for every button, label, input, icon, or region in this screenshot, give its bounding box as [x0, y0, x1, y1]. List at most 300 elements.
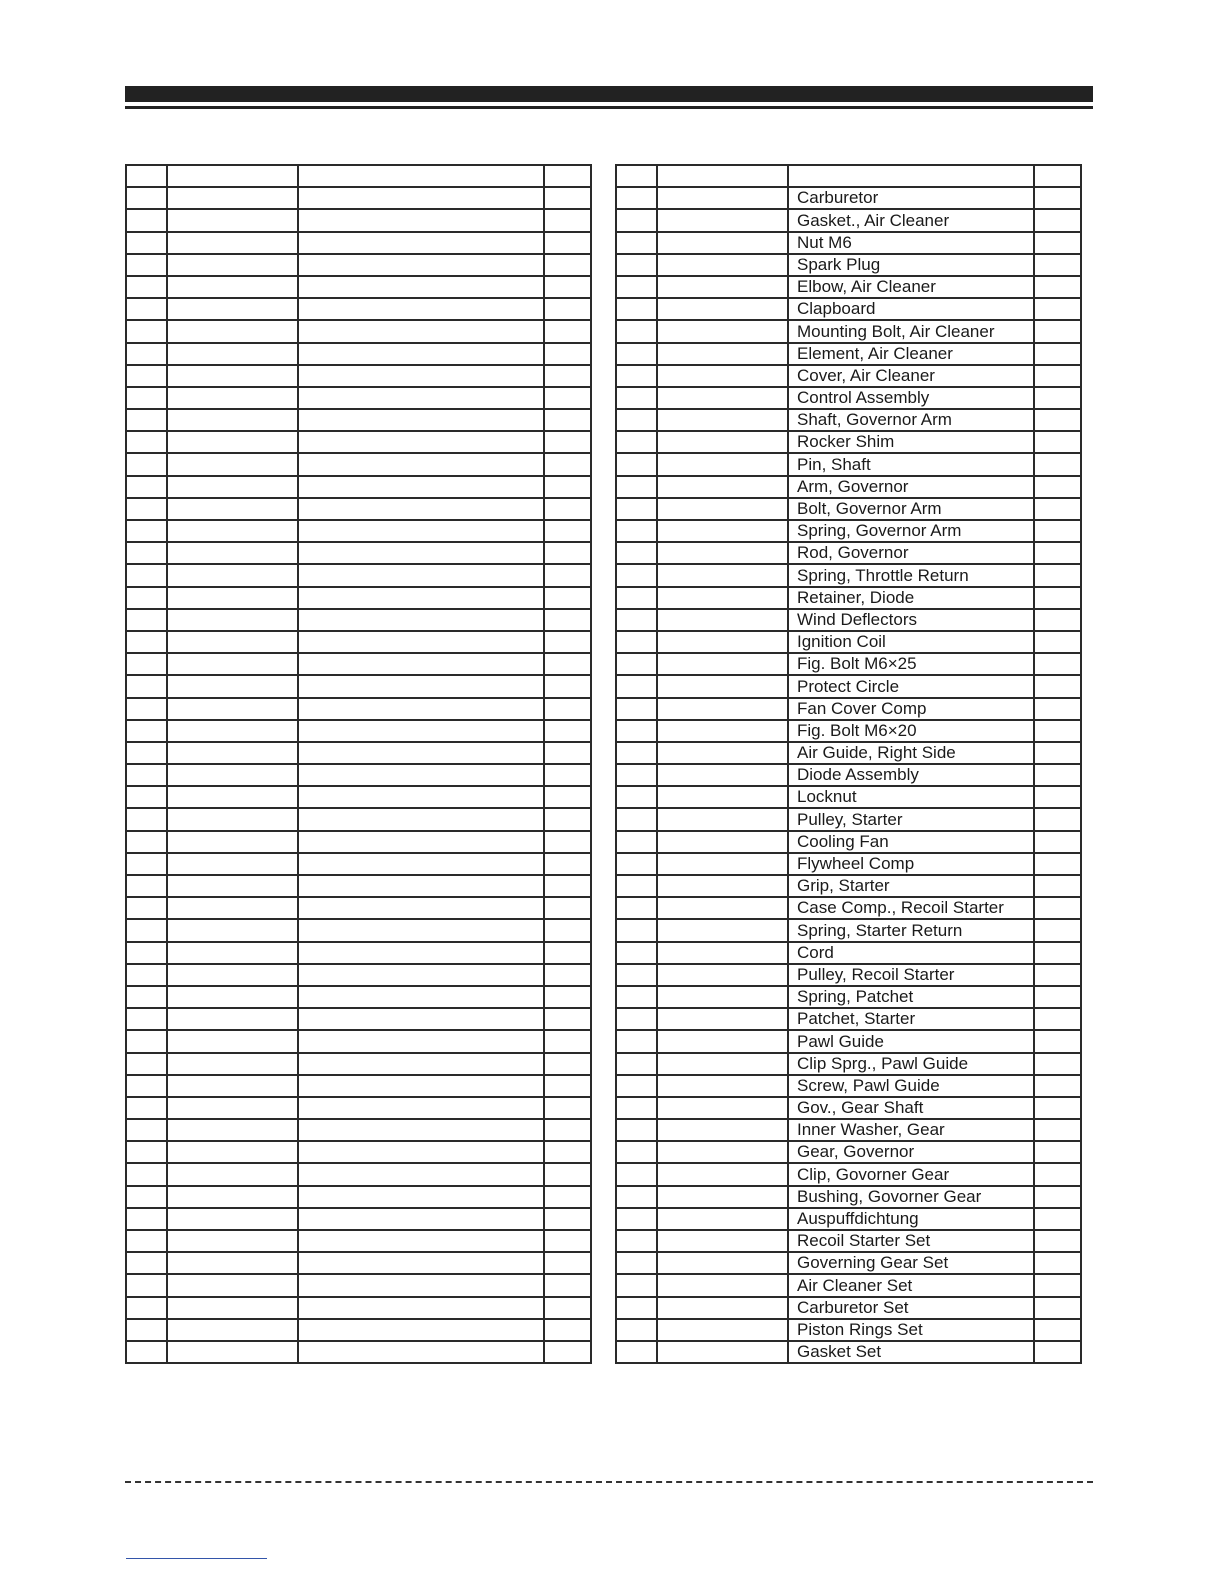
- part-number-cell: [657, 276, 788, 298]
- qty-cell: [1034, 986, 1081, 1008]
- description-cell: Cover, Air Cleaner: [788, 365, 1034, 387]
- no-cell: [126, 675, 167, 697]
- qty-cell: [544, 409, 591, 431]
- part-number-cell: [167, 631, 298, 653]
- description-cell: Recoil Starter Set: [788, 1230, 1034, 1252]
- no-cell: [126, 476, 167, 498]
- part-number-cell: [657, 1141, 788, 1163]
- no-cell: [126, 853, 167, 875]
- description-cell: Shaft, Governor Arm: [788, 409, 1034, 431]
- table-row: [616, 831, 1081, 853]
- qty-cell: [544, 387, 591, 409]
- qty-cell: [544, 1341, 591, 1363]
- part-number-cell: [167, 897, 298, 919]
- part-number-cell: [167, 520, 298, 542]
- qty-cell: [544, 276, 591, 298]
- qty-cell: [544, 919, 591, 941]
- description-cell: Arm, Governor: [788, 476, 1034, 498]
- no-cell: [616, 675, 657, 697]
- description-cell: Clip, Govorner Gear: [788, 1163, 1034, 1185]
- description-cell: [298, 942, 544, 964]
- part-number-cell: [657, 1319, 788, 1341]
- qty-cell: [1034, 1075, 1081, 1097]
- table-row: [616, 1186, 1081, 1208]
- qty-cell: [544, 1141, 591, 1163]
- qty-cell: [1034, 609, 1081, 631]
- qty-cell: [1034, 853, 1081, 875]
- table-row: [616, 853, 1081, 875]
- part-number-cell: [167, 964, 298, 986]
- description-cell: [298, 720, 544, 742]
- part-number-cell: [657, 1097, 788, 1119]
- description-cell: Auspuffdichtung: [788, 1208, 1034, 1230]
- qty-cell: [544, 1053, 591, 1075]
- qty-cell: [544, 875, 591, 897]
- table-row: [616, 254, 1081, 276]
- description-cell: [298, 764, 544, 786]
- no-cell: [616, 254, 657, 276]
- no-cell: [126, 720, 167, 742]
- part-number-cell: [657, 875, 788, 897]
- description-cell: Cooling Fan: [788, 831, 1034, 853]
- part-number-cell: [167, 808, 298, 830]
- no-cell: [616, 1208, 657, 1230]
- qty-cell: [544, 964, 591, 986]
- qty-cell: [1034, 1097, 1081, 1119]
- table-row: [126, 964, 591, 986]
- part-number-cell: [657, 919, 788, 941]
- description-cell: Piston Rings Set: [788, 1319, 1034, 1341]
- no-cell: [126, 520, 167, 542]
- qty-cell: [544, 675, 591, 697]
- part-number-cell: [167, 498, 298, 520]
- part-number-cell: [167, 165, 298, 187]
- no-cell: [616, 1141, 657, 1163]
- part-number-cell: [167, 698, 298, 720]
- description-cell: [298, 1053, 544, 1075]
- description-cell: Nut M6: [788, 232, 1034, 254]
- part-number-cell: [167, 209, 298, 231]
- table-row: [126, 542, 591, 564]
- part-number-cell: [167, 276, 298, 298]
- table-row: [616, 520, 1081, 542]
- description-cell: Patchet, Starter: [788, 1008, 1034, 1030]
- no-cell: [616, 1252, 657, 1274]
- no-cell: [126, 453, 167, 475]
- description-cell: Air Cleaner Set: [788, 1274, 1034, 1296]
- description-cell: Clip Sprg., Pawl Guide: [788, 1053, 1034, 1075]
- no-cell: [126, 209, 167, 231]
- table-row: [126, 564, 591, 586]
- part-number-cell: [167, 742, 298, 764]
- table-row: [126, 631, 591, 653]
- no-cell: [616, 742, 657, 764]
- part-number-cell: [657, 387, 788, 409]
- no-cell: [126, 1230, 167, 1252]
- no-cell: [616, 1097, 657, 1119]
- qty-cell: [544, 453, 591, 475]
- description-cell: [298, 1208, 544, 1230]
- qty-cell: [1034, 808, 1081, 830]
- description-cell: [298, 343, 544, 365]
- no-cell: [616, 897, 657, 919]
- description-cell: [298, 1319, 544, 1341]
- table-row: [616, 675, 1081, 697]
- part-number-cell: [167, 986, 298, 1008]
- no-cell: [616, 964, 657, 986]
- table-row: [126, 320, 591, 342]
- no-cell: [616, 653, 657, 675]
- table-row: [616, 232, 1081, 254]
- qty-cell: [1034, 831, 1081, 853]
- part-number-cell: [657, 964, 788, 986]
- table-row: [126, 343, 591, 365]
- no-cell: [126, 609, 167, 631]
- part-number-cell: [167, 1297, 298, 1319]
- part-number-cell: [167, 853, 298, 875]
- table-row: [126, 387, 591, 409]
- part-number-cell: [657, 343, 788, 365]
- no-cell: [616, 520, 657, 542]
- description-cell: Carburetor: [788, 187, 1034, 209]
- description-cell: [788, 165, 1034, 187]
- table-row: [126, 853, 591, 875]
- description-cell: [298, 964, 544, 986]
- no-cell: [126, 365, 167, 387]
- header-rule-thin: [125, 106, 1093, 109]
- table-row: [126, 498, 591, 520]
- part-number-cell: [167, 1252, 298, 1274]
- description-cell: Carburetor Set: [788, 1297, 1034, 1319]
- description-cell: Bolt, Governor Arm: [788, 498, 1034, 520]
- no-cell: [126, 431, 167, 453]
- no-cell: [126, 897, 167, 919]
- part-number-cell: [657, 209, 788, 231]
- part-number-cell: [657, 498, 788, 520]
- table-row: [616, 919, 1081, 941]
- no-cell: [126, 698, 167, 720]
- qty-cell: [544, 254, 591, 276]
- no-cell: [616, 1230, 657, 1252]
- description-cell: [298, 298, 544, 320]
- no-cell: [126, 1319, 167, 1341]
- description-cell: Inner Washer, Gear: [788, 1119, 1034, 1141]
- no-cell: [126, 831, 167, 853]
- part-number-cell: [167, 1097, 298, 1119]
- qty-cell: [1034, 187, 1081, 209]
- qty-cell: [1034, 631, 1081, 653]
- part-number-cell: [167, 720, 298, 742]
- table-row: [616, 476, 1081, 498]
- table-row: [616, 276, 1081, 298]
- description-cell: [298, 587, 544, 609]
- part-number-cell: [167, 1208, 298, 1230]
- table-row: [126, 453, 591, 475]
- no-cell: [126, 1252, 167, 1274]
- qty-cell: [1034, 1186, 1081, 1208]
- no-cell: [126, 919, 167, 941]
- description-cell: [298, 1030, 544, 1052]
- no-cell: [126, 1053, 167, 1075]
- table-row: [616, 587, 1081, 609]
- qty-cell: [1034, 365, 1081, 387]
- description-cell: [298, 542, 544, 564]
- part-number-cell: [657, 587, 788, 609]
- qty-cell: [544, 698, 591, 720]
- description-cell: Flywheel Comp: [788, 853, 1034, 875]
- table-row: [126, 276, 591, 298]
- no-cell: [616, 1186, 657, 1208]
- description-cell: [298, 365, 544, 387]
- description-cell: Bushing, Govorner Gear: [788, 1186, 1034, 1208]
- table-row: [616, 1341, 1081, 1363]
- description-cell: [298, 653, 544, 675]
- table-row: [616, 1119, 1081, 1141]
- table-row: [126, 986, 591, 1008]
- table-row: [126, 942, 591, 964]
- description-cell: Rod, Governor: [788, 542, 1034, 564]
- table-row: [126, 187, 591, 209]
- no-cell: [126, 498, 167, 520]
- qty-cell: [544, 631, 591, 653]
- qty-cell: [1034, 343, 1081, 365]
- table-row: [616, 498, 1081, 520]
- part-number-cell: [167, 831, 298, 853]
- description-cell: Elbow, Air Cleaner: [788, 276, 1034, 298]
- no-cell: [616, 853, 657, 875]
- description-cell: [298, 387, 544, 409]
- no-cell: [126, 1341, 167, 1363]
- no-cell: [616, 631, 657, 653]
- qty-cell: [1034, 320, 1081, 342]
- table-row: [616, 1141, 1081, 1163]
- qty-cell: [544, 320, 591, 342]
- part-number-cell: [167, 453, 298, 475]
- no-cell: [616, 720, 657, 742]
- table-row: [126, 254, 591, 276]
- description-cell: Locknut: [788, 786, 1034, 808]
- qty-cell: [1034, 254, 1081, 276]
- description-cell: [298, 897, 544, 919]
- table-row: [126, 1274, 591, 1296]
- part-number-cell: [657, 365, 788, 387]
- qty-cell: [1034, 1341, 1081, 1363]
- description-cell: [298, 698, 544, 720]
- table-row: [616, 542, 1081, 564]
- no-cell: [616, 209, 657, 231]
- description-cell: Air Guide, Right Side: [788, 742, 1034, 764]
- footer-link-underline: [126, 1558, 267, 1559]
- no-cell: [616, 831, 657, 853]
- table-row: [616, 1297, 1081, 1319]
- table-row: [616, 653, 1081, 675]
- part-number-cell: [657, 542, 788, 564]
- qty-cell: [544, 786, 591, 808]
- part-number-cell: [657, 232, 788, 254]
- qty-cell: [1034, 165, 1081, 187]
- part-number-cell: [657, 165, 788, 187]
- qty-cell: [1034, 1053, 1081, 1075]
- description-cell: Diode Assembly: [788, 764, 1034, 786]
- table-row: [126, 609, 591, 631]
- table-row: [616, 1053, 1081, 1075]
- qty-cell: [1034, 542, 1081, 564]
- no-cell: [126, 786, 167, 808]
- no-cell: [616, 298, 657, 320]
- no-cell: [616, 276, 657, 298]
- part-number-cell: [167, 1141, 298, 1163]
- no-cell: [126, 986, 167, 1008]
- description-cell: Pulley, Starter: [788, 808, 1034, 830]
- qty-cell: [544, 1319, 591, 1341]
- no-cell: [126, 1030, 167, 1052]
- description-cell: Cord: [788, 942, 1034, 964]
- description-cell: [298, 631, 544, 653]
- no-cell: [616, 320, 657, 342]
- qty-cell: [1034, 1163, 1081, 1185]
- no-cell: [126, 165, 167, 187]
- no-cell: [126, 1186, 167, 1208]
- table-row: [616, 1274, 1081, 1296]
- table-row: [616, 320, 1081, 342]
- no-cell: [616, 942, 657, 964]
- part-number-cell: [167, 232, 298, 254]
- description-cell: [298, 1297, 544, 1319]
- qty-cell: [1034, 520, 1081, 542]
- no-cell: [126, 875, 167, 897]
- description-cell: [298, 520, 544, 542]
- no-cell: [126, 343, 167, 365]
- table-row: [616, 431, 1081, 453]
- table-row: [126, 831, 591, 853]
- description-cell: [298, 853, 544, 875]
- table-row: [126, 209, 591, 231]
- part-number-cell: [167, 587, 298, 609]
- no-cell: [616, 453, 657, 475]
- no-cell: [126, 1119, 167, 1141]
- table-row: [616, 209, 1081, 231]
- no-cell: [126, 542, 167, 564]
- description-cell: Fig. Bolt M6×20: [788, 720, 1034, 742]
- no-cell: [616, 165, 657, 187]
- qty-cell: [1034, 964, 1081, 986]
- description-cell: [298, 1230, 544, 1252]
- qty-cell: [1034, 675, 1081, 697]
- description-cell: Case Comp., Recoil Starter: [788, 897, 1034, 919]
- description-cell: Fig. Bolt M6×25: [788, 653, 1034, 675]
- qty-cell: [544, 1008, 591, 1030]
- part-number-cell: [167, 1319, 298, 1341]
- table-row: [126, 675, 591, 697]
- description-cell: [298, 875, 544, 897]
- no-cell: [616, 1319, 657, 1341]
- table-row: [126, 1341, 591, 1363]
- no-cell: [616, 1075, 657, 1097]
- part-number-cell: [657, 831, 788, 853]
- description-cell: Element, Air Cleaner: [788, 343, 1034, 365]
- part-number-cell: [657, 1119, 788, 1141]
- no-cell: [616, 498, 657, 520]
- no-cell: [126, 276, 167, 298]
- qty-cell: [544, 232, 591, 254]
- part-number-cell: [167, 431, 298, 453]
- part-number-cell: [657, 520, 788, 542]
- table-row: [126, 1230, 591, 1252]
- part-number-cell: [167, 564, 298, 586]
- qty-cell: [1034, 209, 1081, 231]
- no-cell: [126, 1208, 167, 1230]
- table-row: [126, 365, 591, 387]
- part-number-cell: [657, 786, 788, 808]
- table-row: [126, 720, 591, 742]
- part-number-cell: [167, 409, 298, 431]
- qty-cell: [1034, 897, 1081, 919]
- no-cell: [126, 187, 167, 209]
- description-cell: Mounting Bolt, Air Cleaner: [788, 320, 1034, 342]
- table-row: [616, 1163, 1081, 1185]
- part-number-cell: [167, 1008, 298, 1030]
- qty-cell: [544, 1075, 591, 1097]
- part-number-cell: [167, 653, 298, 675]
- no-cell: [616, 542, 657, 564]
- no-cell: [126, 1274, 167, 1296]
- part-number-cell: [657, 631, 788, 653]
- part-number-cell: [167, 343, 298, 365]
- table-row: [616, 343, 1081, 365]
- table-row: [126, 698, 591, 720]
- description-cell: [298, 1097, 544, 1119]
- part-number-cell: [167, 254, 298, 276]
- qty-cell: [544, 187, 591, 209]
- no-cell: [616, 564, 657, 586]
- description-cell: [298, 1252, 544, 1274]
- qty-cell: [544, 1163, 591, 1185]
- no-cell: [616, 1119, 657, 1141]
- part-number-cell: [657, 1163, 788, 1185]
- part-number-cell: [657, 742, 788, 764]
- description-cell: Fan Cover Comp: [788, 698, 1034, 720]
- qty-cell: [544, 942, 591, 964]
- description-cell: Governing Gear Set: [788, 1252, 1034, 1274]
- description-cell: Gov., Gear Shaft: [788, 1097, 1034, 1119]
- table-row: [616, 720, 1081, 742]
- qty-cell: [1034, 1252, 1081, 1274]
- qty-cell: [1034, 1119, 1081, 1141]
- footer-dashed-rule: [125, 1481, 1093, 1483]
- table-row: [126, 1119, 591, 1141]
- no-cell: [616, 1163, 657, 1185]
- table-row: [126, 1141, 591, 1163]
- part-number-cell: [167, 187, 298, 209]
- no-cell: [616, 476, 657, 498]
- description-cell: Protect Circle: [788, 675, 1034, 697]
- part-number-cell: [657, 653, 788, 675]
- no-cell: [126, 742, 167, 764]
- table-row: [616, 742, 1081, 764]
- no-cell: [616, 1274, 657, 1296]
- description-cell: Spring, Governor Arm: [788, 520, 1034, 542]
- qty-cell: [544, 1030, 591, 1052]
- qty-cell: [1034, 1230, 1081, 1252]
- description-cell: [298, 232, 544, 254]
- no-cell: [126, 653, 167, 675]
- no-cell: [126, 298, 167, 320]
- part-number-cell: [657, 1030, 788, 1052]
- part-number-cell: [657, 1075, 788, 1097]
- part-number-cell: [167, 875, 298, 897]
- no-cell: [616, 764, 657, 786]
- part-number-cell: [657, 320, 788, 342]
